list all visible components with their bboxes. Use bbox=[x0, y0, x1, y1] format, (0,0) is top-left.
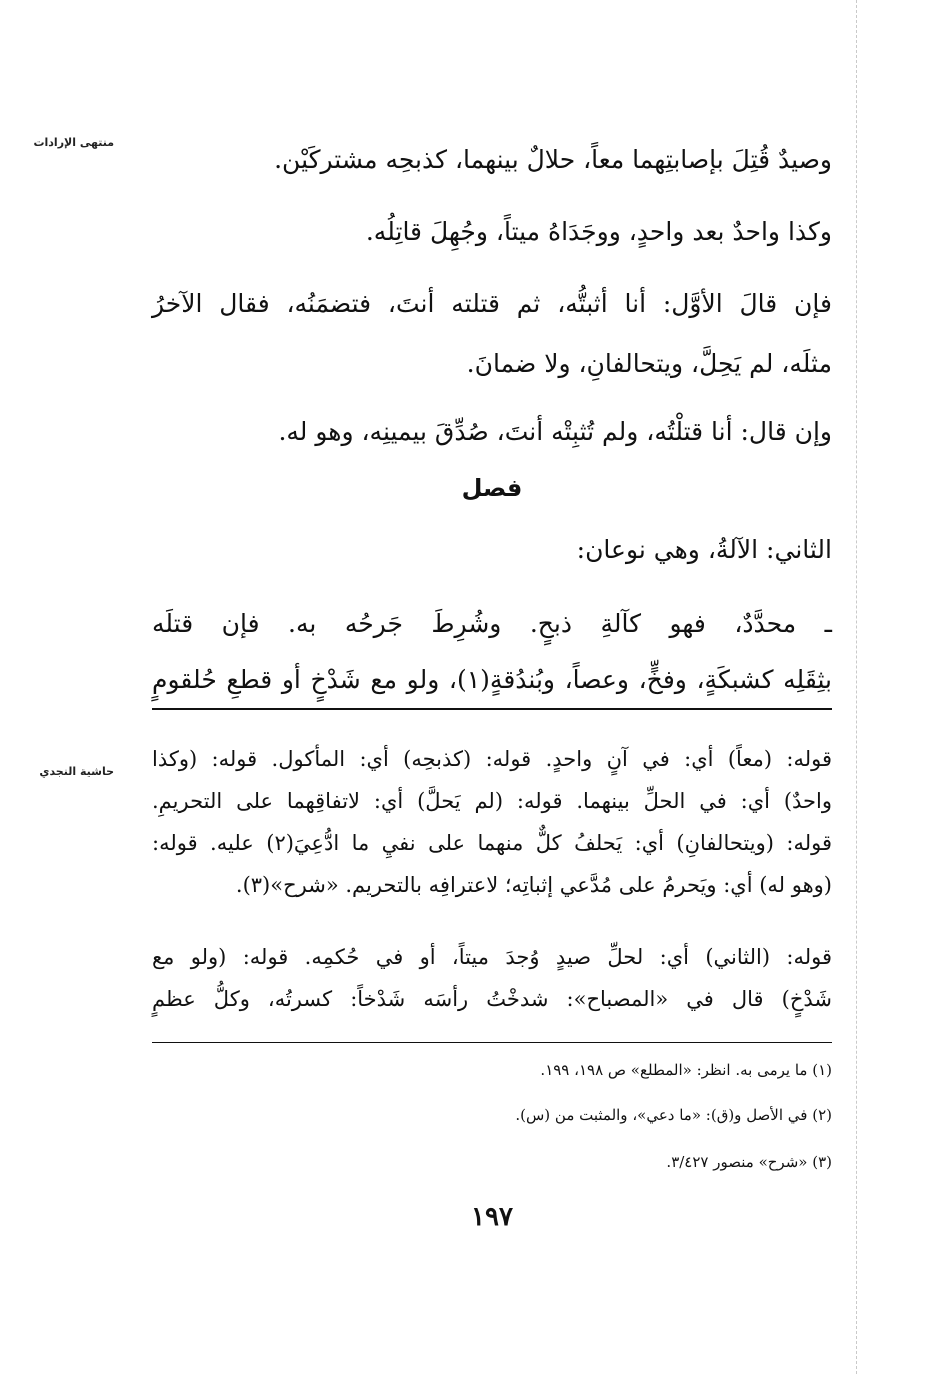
hashiya-line-6: شَدْخٍ) قال في «المصباح»: شدخْتُ رأسَه شَدْخاً: كسرتُه، وكلُّ عظمٍ bbox=[152, 987, 832, 1011]
hashiya-line-1: قوله: (معاً) أي: في آنٍ واحدٍ. قوله: (كذبحِه) أي: المأكول. قوله: (وكذا bbox=[152, 747, 832, 771]
hashiya-line-4: (وهو له) أي: ويَحرمُ على مُدَّعي إثباتِه؛ لاعترافِه بالتحريم. «شرح»(٣). bbox=[235, 873, 832, 897]
main-line-2: وكذا واحدٌ بعد واحدٍ، ووجَدَاهُ ميتاً، وجُهِلَ قاتِلُه. bbox=[365, 217, 832, 246]
main-line-1: وصيدٌ قُتِلَ بإصابتِهما معاً، حلالٌ بينهما، كذبحِه مشتركَيْن. bbox=[274, 145, 832, 174]
side-label-matn: منتهى الإرادات bbox=[33, 136, 114, 149]
main-line-5: وإن قال: أنا قتلْتُه، ولم تُثبِتْه أنتَ، صُدِّقَ بيمينِه، وهو له. bbox=[278, 417, 832, 446]
hashiya-line-5: قوله: (الثاني) أي: لحلِّ صيدٍ وُجدَ ميتاً، أو في حُكمِه. قوله: (ولو مع bbox=[152, 945, 832, 969]
footnote-3: (٣) «شرح» منصور ٣/٤٢٧. bbox=[666, 1153, 832, 1171]
page-edge-guide bbox=[856, 0, 857, 1374]
section-heading: فصل bbox=[461, 474, 523, 502]
section-line-3: بثِقَلِه كشبكَةٍ، وفخٍّ، وعصاً، وبُندُقةٍ(١)، ولو مع شَدْخٍ أو قطعِ حُلقومٍ bbox=[152, 665, 832, 694]
footnote-2: (٢) في الأصل و(ق): «ما دعي»، والمثبت من (س). bbox=[515, 1106, 832, 1124]
footnote-separator-rule bbox=[152, 1042, 832, 1043]
main-separator-rule bbox=[152, 708, 832, 710]
side-label-hashiya: حاشية النجدي bbox=[39, 765, 114, 778]
page-number: ١٩٧ bbox=[471, 1202, 513, 1232]
footnote-1: (١) ما يرمى به. انظر: «المطلع» ص ١٩٨، ١٩٩. bbox=[540, 1061, 832, 1079]
main-line-3: فإن قالَ الأوَّل: أنا أثبتُّه، ثم قتلته أنتَ، فتضمَنُه، فقال الآخرُ bbox=[152, 289, 832, 318]
hashiya-line-3: قوله: (ويتحالفانِ) أي: يَحلفُ كلٌّ منهما على نفيِ ما ادُّعِيَ(٢) عليه. قوله: bbox=[152, 831, 832, 855]
page-body bbox=[152, 0, 832, 1374]
section-line-2: ـ محدَّدٌ، فهو كآلةِ ذبحٍ. وشُرِطَ جَرحُه به. فإن قتلَه bbox=[152, 609, 832, 638]
section-line-1: الثاني: الآلةُ، وهي نوعان: bbox=[576, 535, 832, 564]
hashiya-line-2: واحدٌ) أي: في الحلِّ بينهما. قوله: (لم يَحلَّ) أي: لاتفاقِهما على التحريمِ. bbox=[152, 789, 832, 813]
main-line-4: مثلَه، لم يَحِلَّ، ويتحالفانِ، ولا ضمانَ. bbox=[466, 349, 832, 378]
